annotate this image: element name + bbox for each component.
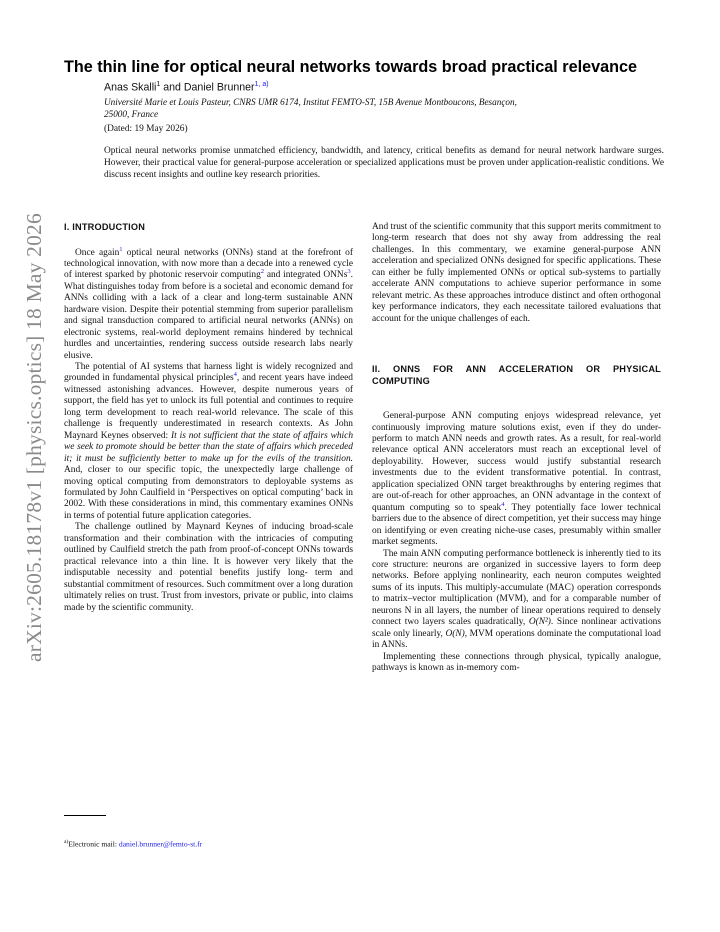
right-column: [372, 222, 661, 675]
paragraph: The main ANN computing performance bottleneck is inherently tied to its core structure: neurons are organized in successive layers to form deep networks. Before applying nonlinearity, each neuron computes weighted sums of its inputs. This multiply-accumulate (MAC) operation corresponds to matrix–vector multiplication (MVM), and for a comparable number of neurons N in all layers, the number of linear operations required to densely connect two layers scales quadratically, O(N²). Since nonlinear activations scale only linearly, O(N), MVM operations dominate the computational load in ANNs.: [372, 548, 661, 651]
footnote: $^{a)}$Electronic mail: daniel.brunner@femto-st.fr: [64, 839, 203, 849]
citation-link[interactable]: 1: [119, 245, 123, 253]
keynes-quote: It is not sufficient that the state of affairs which we seek to promote should be better than the state of affairs which preceded it; it must be sufficiently better to make up for the evils of the transition.: [64, 430, 354, 464]
paragraph: General-purpose ANN computing enjoys widespread relevance, yet continuously improving mature solutions exist, even if they do under-perform to match ANN needs and growth rates. As a result, for real-world relevance optical ANN accelerators must reach an exceptional level of deployability. However, success would justify substantial research investments due to the evident transformative potential. In contrast, application specialized ONN target breakthroughs by entering regimes that are out-of-reach for other approaches, an ONN advantage in the context of quantum computing so to speak$^4$. They potentially face lower technical barriers due to the absence of direct competition, yet their success may hinge on identifying or even creating niche-use cases, presumably within smaller market segments.: [372, 411, 661, 548]
author-1-affil-mark: 1: [156, 81, 161, 88]
author-2: and Daniel Brunner: [160, 81, 255, 94]
math-expression: O(N): [445, 628, 465, 639]
section-heading-onns: II. ONNS FOR ANN ACCELERATION OR PHYSICAL COMPUTING: [372, 364, 661, 386]
paragraph: Once again$^1$ optical neural networks (ONNs) stand at the forefront of technological innovation, with now more than a decade into a renewed cycle of interest sparked by photonic reservoir computing$^2$ and integrated ONNs$^3$. What distinguishes today from before is a societal and economic demand for ANNs colliding with a lack of a clear and long-term sustainable ANN hardware vision. Despite their potential stemming from superior parallelism and signal transduction compared to artificial neural networks (ANNs) on electronic systems, real-world deployment remains hindered by technical hurdles and uncertainties, rendering success outside research labs nearly elusive.: [64, 245, 353, 361]
left-column: [64, 222, 353, 614]
abstract: Optical neural networks promise unmatched efficiency, bandwidth, and latency, critical benefits as demand for neural network hardware surges. However, their practical value for general-purpose acceleration or specialized applications must be proven under application-realistic conditions. We discuss recent insights and outline key research priorities.: [104, 146, 664, 181]
author-line: [104, 81, 664, 94]
paragraph: And trust of the scientific community that this support merits commitment to long-term research that does not shy away from addressing the real challenges. In this commentary, we examine general-purpose ANN acceleration and specialized ONNs designed for specific applications. These can either be fully implemented ONNs or optical sub-systems to partially accelerate ANN computations to achieve superior performance in some relevant metric. As these approaches introduce distinct and often orthogonal key performance indicators, they each necessitate tailored evaluations that account for the unique challenges of each.: [372, 222, 661, 324]
dated-line: (Dated: 19 May 2026): [104, 124, 188, 134]
email-link[interactable]: daniel.brunner@femto-st.fr: [118, 839, 203, 849]
section-heading-introduction: I. INTRODUCTION: [64, 222, 146, 232]
citation-link[interactable]: 4: [233, 371, 237, 379]
author-1: Anas Skalli: [104, 81, 157, 94]
footnote-mark: a): [64, 839, 69, 845]
footnote-divider: [64, 815, 106, 816]
citation-link[interactable]: 3: [347, 268, 351, 276]
affiliation: Université Marie et Louis Pasteur, CNRS UMR 6174, Institut FEMTO-ST, 15B Avenue Montboucons, Besançon, 25000, France: [104, 97, 517, 119]
author-2-affil-mark[interactable]: 1, a): [254, 81, 269, 88]
paragraph: Implementing these connections through physical, typically analogue, pathways is known as in-memory com-: [372, 651, 661, 674]
paper-title: The thin line for optical neural networks towards broad practical relevance: [64, 58, 638, 76]
citation-link[interactable]: 2: [260, 268, 265, 276]
paragraph: The challenge outlined by Maynard Keynes of inducing broad-scale transformation and their combination with the intricacies of computing outlined by Caulfield stretch the path from proof-of-concept ONNs towards practical relevance into a thin line. It is however very likely that the indisputable necessity and potential benefits justify long- term and substantial commitment of resources. Such commitment over a long duration ultimately relies on trust. Trust from investors, private or public, into claims made by the scientific community.: [64, 522, 353, 613]
citation-link[interactable]: 4: [501, 500, 505, 508]
math-expression: O(N²): [528, 617, 551, 628]
paragraph: The potential of AI systems that harness light is widely recognized and grounded in fundamental physical principles$^4$, and recent years have indeed witnessed astonishing advances. However, despite numerous years of support, the field has yet to unlock its full potential and continues to require long term development to reach real-world relevance. The scale of this challenge is frequently underestimated in research contexts. As John Maynard Keynes observed: It is not sufficient that the state of affairs which we seek to promote should be better than the state of affairs which preceded it; it must be sufficiently better to make up for the evils of the transition. And, closer to our specific topic, the unexpectedly large challenge of moving optical computing from demonstrators to deployable systems as formulated by John Caulfield in ‘Perspectives on optical computing’ back in 2002. With these considerations in mind, this commentary examines ONNs in terms of potential future application categories.: [64, 362, 354, 521]
arxiv-identifier: arXiv:2605.18178v1 [physics.optics] 18 May 2026: [21, 213, 46, 662]
